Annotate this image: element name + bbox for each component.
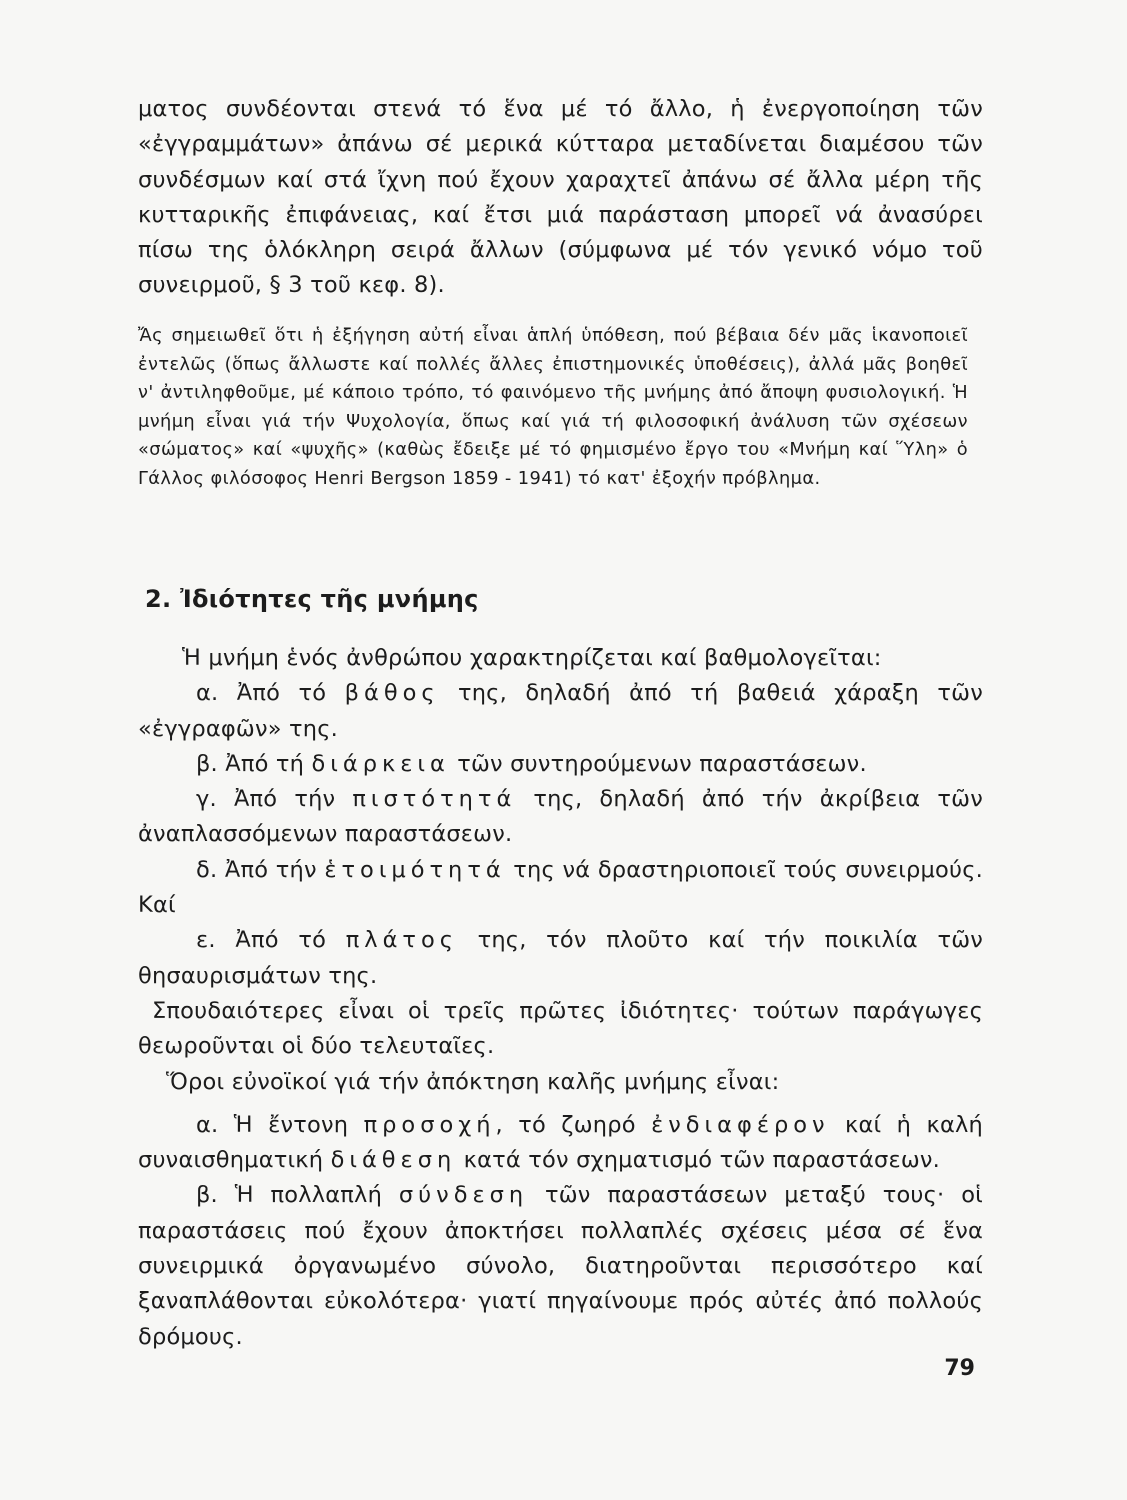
condition-text: Ἡ ἔντονη	[233, 1111, 349, 1138]
quality-marker: δ.	[196, 856, 218, 883]
main-text-top	[138, 92, 983, 304]
condition-marker: β.	[196, 1182, 218, 1209]
condition-text: τῶν παραστάσεων μεταξύ τους· οἱ παραστάσεις πού ἔχουν ἀποκτήσει πολλαπλές σχέσεις μέσα σέ ἕνα συνειρμικά ὀργανωμένο σύνολο, διατηροῦνται περισσότερο καί ξαναπλάθονται εὐκολότερα· γιατί πηγαίνουμε πρός αὐτές ἀπό πολλούς δρόμους.	[138, 1182, 983, 1350]
intro-line: Ἡ μνήμη ἑνός ἀνθρώπου χαρακτηρίζεται καί βαθμολογεῖται:	[182, 645, 882, 671]
quality-post: της, δηλαδή ἀπό τήν ἀκρίβεια τῶν ἀναπλασσόμενων παραστάσεων.	[138, 786, 983, 848]
condition-marker: α.	[196, 1111, 219, 1138]
page-number: 79	[944, 1356, 975, 1381]
quality-term: διάρκεια	[311, 750, 450, 777]
condition-b	[138, 1178, 983, 1354]
quality-marker: α.	[196, 680, 219, 707]
quality-post: της νά δραστηριοποιεῖ τούς συνειρμούς. Καί	[138, 856, 983, 919]
quality-pre: Ἀπό τό	[236, 680, 327, 707]
quality-pre: Ἀπό τό	[235, 927, 327, 954]
quality-e	[138, 923, 983, 994]
quality-b	[138, 747, 983, 782]
quality-d	[138, 853, 983, 924]
condition-text: κατά τόν σχηματισμό τῶν παραστάσεων.	[463, 1147, 941, 1174]
quality-post: τῶν συντηρούμενων παραστάσεων.	[457, 750, 867, 777]
main-text-section	[138, 641, 983, 1355]
note-text: Ἄς σημειωθεῖ ὅτι ἡ ἐξήγηση αὐτή εἶναι ἁπλή ὑπόθεση, πού βέβαια δέν μᾶς ἱκανοποιεῖ ἐντελῶς (ὅπως ἄλλωστε καί πολλές ἄλλες ἐπιστημονικές ὑποθέσεις), ἀλλά μᾶς βοηθεῖ ν' ἀντιληφθοῦμε, μέ κάποιο τρόπο, τό φαινόμενο τῆς μνήμης ἀπό ἄποψη φυσιολογική. Ἡ μνήμη εἶναι γιά τήν Ψυχολογία, ὅπως καί γιά τή φιλοσοφική ἀνάλυση τῶν σχέσεων «σώματος» καί «ψυχῆς» (καθὼς ἔδειξε μέ τό φημισμένο ἔργο του «Μνήμη καί Ὕλη» ὁ Γάλλος φιλόσοφος Henri Bergson 1859 - 1941) τό κατ' ἐξοχήν πρόβλημα.	[138, 325, 968, 489]
quality-term: πλάτος	[345, 927, 458, 954]
quality-term: βάθος	[344, 680, 440, 707]
condition-text: καί ἡ καλή συναισθηματική	[138, 1111, 983, 1174]
conditions-intro: Ὅροι εὐνοϊκοί γιά τήν ἀπόκτηση καλῆς μνήμης εἶναι:	[166, 1068, 780, 1095]
quality-marker: β.	[196, 750, 218, 777]
summary-paragraph: Σπουδαιότερες εἶναι οἱ τρεῖς πρῶτες ἰδιότητες· τούτων παράγωγες θεωροῦνται οἱ δύο τελευταῖες.	[138, 997, 983, 1060]
quality-term: πιστότητά	[352, 786, 517, 813]
quality-pre: Ἀπό τήν	[233, 786, 336, 813]
quality-pre: Ἀπό τήν	[224, 856, 317, 883]
condition-term: ἐνδιαφέρον	[651, 1111, 830, 1138]
condition-text: , τό ζωηρό	[495, 1111, 636, 1138]
quality-post: της, δηλαδή ἀπό τή βαθειά χάραξη τῶν «ἐγγραφῶν» της.	[138, 680, 983, 742]
condition-term: σύνδεση	[398, 1182, 529, 1209]
condition-term: προσοχή	[363, 1111, 496, 1138]
note-paragraph	[138, 322, 968, 494]
section-heading: 2. Ἰδιότητες τῆς μνήμης	[145, 585, 479, 613]
condition-term: διάθεση	[330, 1147, 457, 1174]
quality-pre: Ἀπό τή	[225, 750, 305, 777]
condition-a	[138, 1108, 983, 1179]
quality-marker: γ.	[196, 786, 217, 813]
quality-a	[138, 676, 983, 747]
paragraph-top: ματος συνδέονται στενά τό ἕνα μέ τό ἄλλο, ἡ ἐνεργοποίηση τῶν «ἐγγραμμάτων» ἀπάνω σέ μερικά κύτταρα μεταδίνεται διαμέσου τῶν συνδέσμων καί στά ἴχνη πού ἔχουν χαραχτεῖ ἀπάνω σέ ἄλλα μέρη τῆς κυτταρικῆς ἐπιφάνειας, καί ἔτσι μιά παράσταση μπορεῖ νά ἀνασύρει πίσω της ὁλόκληρη σειρά ἄλλων (σύμφωνα μέ τόν γενικό νόμο τοῦ συνειρμοῦ, § 3 τοῦ κεφ. 8).	[138, 96, 983, 299]
quality-post: της, τόν πλοῦτο καί τήν ποικιλία τῶν θησαυρισμάτων της.	[138, 927, 984, 989]
quality-marker: ε.	[196, 927, 216, 954]
condition-text: Ἡ πολλαπλή	[234, 1182, 383, 1209]
quality-c	[138, 782, 983, 853]
quality-term: ἑτοιμότητά	[324, 856, 506, 883]
